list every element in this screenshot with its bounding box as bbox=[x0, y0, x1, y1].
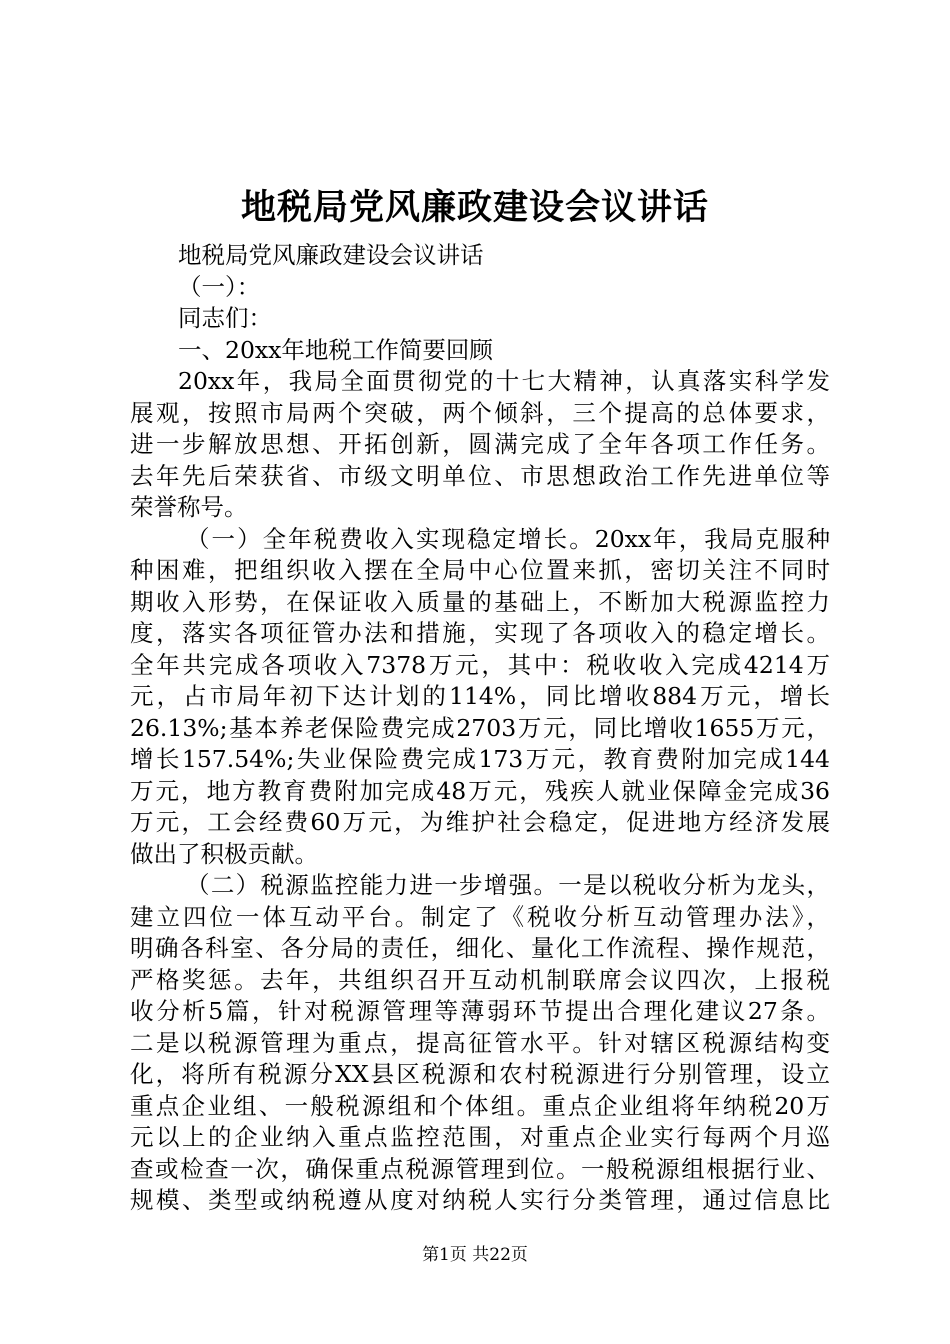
body-line: 种困难，把组织收入摆在全局中心位置来抓，密切关注不同时 bbox=[130, 556, 830, 584]
body-line: （二）税源监控能力进一步增强。一是以税收分析为龙头， bbox=[186, 871, 830, 899]
body-line: 增长157.54%;失业保险费完成173万元，教育费附加完成144 bbox=[130, 745, 830, 773]
body-line: 度，落实各项征管办法和措施，实现了各项收入的稳定增长。 bbox=[130, 619, 830, 647]
page-footer: 第1页 共22页 bbox=[422, 1245, 528, 1265]
body-line: 全年共完成各项收入7378万元，其中：税收收入完成4214万 bbox=[130, 650, 830, 679]
body-line: 严格奖惩。去年，共组织召开互动机制联席会议四次，上报税 bbox=[130, 965, 830, 994]
body-line: 明确各科室、各分局的责任，细化、量化工作流程、操作规范， bbox=[130, 934, 830, 962]
body-line: 一、20xx年地税工作简要回顾 bbox=[178, 335, 493, 364]
body-line: 26.13%;基本养老保险费完成2703万元，同比增收1655万元， bbox=[130, 713, 830, 742]
body-line: 建立四位一体互动平台。制定了《税收分析互动管理办法》， bbox=[130, 902, 830, 931]
document-body bbox=[130, 240, 830, 1217]
body-line: 期收入形势，在保证收入质量的基础上，不断加大税源监控力 bbox=[130, 587, 830, 616]
body-line: 化，将所有税源分XX县区税源和农村税源进行分别管理，设立 bbox=[130, 1060, 830, 1088]
body-line: 做出了积极贡献。 bbox=[130, 839, 318, 868]
body-line: （一）： bbox=[178, 272, 261, 301]
body-line: 荣誉称号。 bbox=[130, 493, 248, 521]
body-line: 重点企业组、一般税源组和个体组。重点企业组将年纳税20万 bbox=[130, 1091, 830, 1120]
body-line: 元，占市局年初下达计划的114%，同比增收884万元，增长 bbox=[130, 682, 830, 710]
body-line: 万元，地方教育费附加完成48万元，残疾人就业保障金完成36 bbox=[130, 776, 830, 805]
body-line: 元以上的企业纳入重点监控范围，对重点企业实行每两个月巡 bbox=[130, 1123, 830, 1151]
body-line: 20xx年，我局全面贯彻党的十七大精神，认真落实科学发 bbox=[178, 367, 830, 395]
body-line: 万元，工会经费60万元，为维护社会稳定，促进地方经济发展 bbox=[130, 808, 830, 836]
body-line: 进一步解放思想、开拓创新，圆满完成了全年各项工作任务。 bbox=[130, 430, 830, 458]
body-line: 同志们： bbox=[178, 304, 272, 332]
body-line: 去年先后荣获省、市级文明单位、市思想政治工作先进单位等 bbox=[130, 461, 830, 490]
body-line: 查或检查一次，确保重点税源管理到位。一般税源组根据行业、 bbox=[130, 1154, 830, 1183]
body-line: 收分析5篇，针对税源管理等薄弱环节提出合理化建议27条。 bbox=[130, 997, 830, 1025]
body-line: 地税局党风廉政建设会议讲话 bbox=[178, 241, 484, 269]
body-line: （一）全年税费收入实现稳定增长。20xx年，我局克服种 bbox=[186, 524, 830, 553]
body-line: 展观，按照市局两个突破，两个倾斜，三个提高的总体要求， bbox=[130, 398, 830, 427]
document-title: 地税局党风廉政建设会议讲话 bbox=[240, 187, 709, 228]
body-line: 二是以税源管理为重点，提高征管水平。针对辖区税源结构变 bbox=[130, 1028, 830, 1057]
body-line: 规模、类型或纳税遵从度对纳税人实行分类管理，通过信息比 bbox=[130, 1186, 830, 1214]
